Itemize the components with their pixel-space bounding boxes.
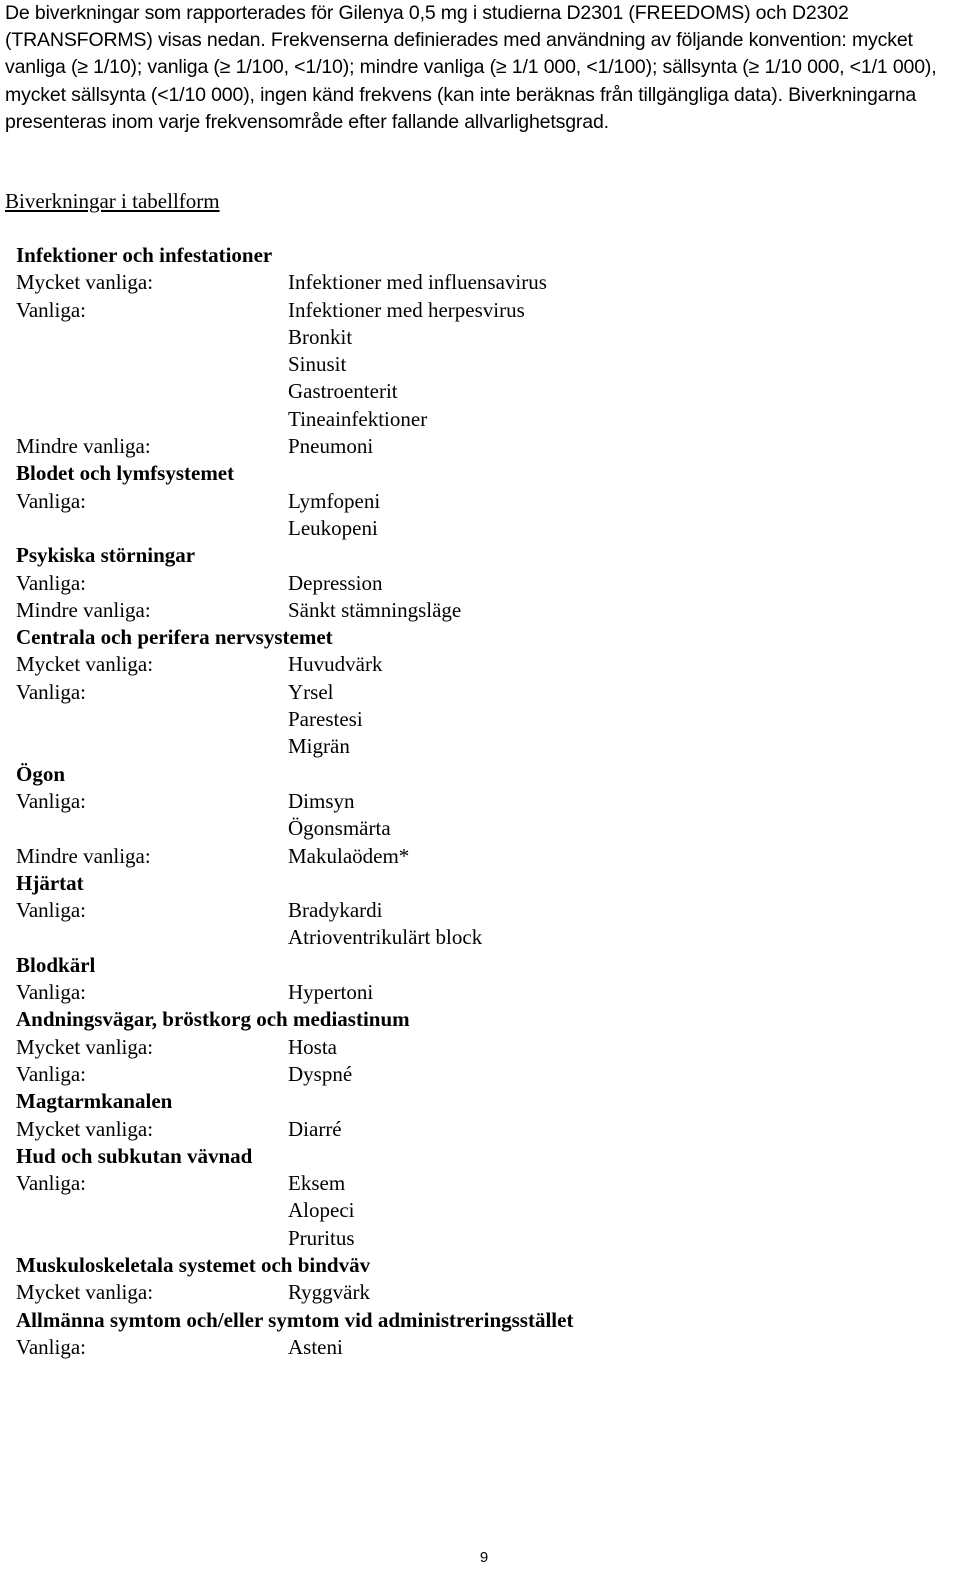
organ-class-heading: Blodet och lymfsystemet (16, 461, 235, 486)
adverse-reaction-term: Lymfopeni (288, 488, 381, 513)
adverse-reaction-term: Diarré (288, 1116, 342, 1141)
organ-class-heading: Allmänna symtom och/eller symtom vid administreringsstället (16, 1307, 574, 1332)
adverse-reaction-term: Pneumoni (288, 434, 374, 459)
organ-class-heading: Hjärtat (16, 870, 84, 895)
frequency-label: Vanliga: (16, 980, 86, 1005)
adverse-reaction-term: Bronkit (288, 324, 353, 349)
table-row (16, 1034, 916, 1061)
adverse-reaction-term: Bradykardi (288, 898, 383, 923)
table-row (16, 433, 916, 460)
adverse-reaction-term: Dyspné (288, 1061, 353, 1086)
organ-class-heading: Infektioner och infestationer (16, 243, 273, 267)
frequency-label: Mindre vanliga: (16, 597, 151, 622)
frequency-label: Mycket vanliga: (16, 1280, 154, 1305)
adverse-reaction-term: Dimsyn (288, 788, 355, 813)
table-row (16, 1116, 916, 1143)
table-row (16, 597, 916, 624)
frequency-label: Vanliga: (16, 488, 86, 513)
organ-class-heading: Psykiska störningar (16, 543, 196, 568)
table-row (16, 815, 916, 842)
table-row (16, 378, 916, 405)
table-row (16, 297, 916, 324)
table-row (16, 733, 916, 760)
organ-class-heading: Muskuloskeletala systemet och bindväv (16, 1252, 371, 1277)
table-row (16, 679, 916, 706)
adverse-reaction-term: Leukopeni (288, 515, 378, 540)
organ-class-heading: Andningsvägar, bröstkorg och mediastinum (16, 1007, 410, 1032)
table-row (16, 1225, 916, 1252)
table-row (16, 924, 916, 951)
frequency-label: Vanliga: (16, 1171, 86, 1196)
adverse-reaction-term: Migrän (288, 734, 350, 759)
adverse-reaction-term: Yrsel (288, 679, 334, 704)
adverse-reaction-term: Makulaödem* (288, 843, 410, 868)
adverse-reaction-term: Ögonsmärta (288, 816, 391, 841)
adverse-reaction-term: Eksem (288, 1171, 346, 1196)
frequency-label: Mycket vanliga: (16, 1116, 154, 1141)
table-row (16, 406, 916, 433)
table-row (16, 706, 916, 733)
adverse-reaction-term: Alopeci (288, 1198, 355, 1223)
adverse-reaction-term: Hosta (288, 1034, 337, 1059)
adverse-reaction-term: Depression (288, 570, 383, 595)
table-row (16, 651, 916, 678)
adverse-reaction-term: Asteni (288, 1334, 343, 1359)
frequency-label: Vanliga: (16, 1061, 86, 1086)
table-row (16, 1061, 916, 1088)
frequency-label: Mindre vanliga: (16, 434, 151, 459)
adverse-reaction-term: Hypertoni (288, 980, 374, 1005)
frequency-label: Vanliga: (16, 788, 86, 813)
table-row (16, 1334, 916, 1361)
frequency-label: Vanliga: (16, 570, 86, 595)
adverse-reaction-term: Huvudvärk (288, 652, 383, 677)
organ-class-heading: Hud och subkutan vävnad (16, 1143, 253, 1168)
adverse-reaction-term: Tineainfektioner (288, 406, 428, 431)
table-row (16, 1170, 916, 1197)
table-row (16, 324, 916, 351)
table-row (16, 897, 916, 924)
table-row (16, 979, 916, 1006)
organ-class-heading: Blodkärl (16, 952, 96, 977)
frequency-label: Vanliga: (16, 1334, 86, 1359)
table-row (16, 351, 916, 378)
adverse-reaction-term: Infektioner med influensavirus (288, 270, 547, 295)
table-row (16, 570, 916, 597)
adverse-reactions-table (16, 242, 916, 1361)
table-row (16, 515, 916, 542)
frequency-label: Mindre vanliga: (16, 843, 151, 868)
adverse-reaction-term: Parestesi (288, 707, 363, 732)
adverse-reaction-term: Ryggvärk (288, 1280, 370, 1305)
table-row (16, 788, 916, 815)
frequency-label: Mycket vanliga: (16, 270, 154, 295)
frequency-label: Vanliga: (16, 297, 86, 322)
adverse-reaction-term: Pruritus (288, 1225, 355, 1250)
adverse-reaction-term: Atrioventrikulärt block (288, 925, 483, 950)
table-row (16, 1197, 916, 1224)
organ-class-heading: Magtarmkanalen (16, 1089, 173, 1114)
frequency-label: Vanliga: (16, 679, 86, 704)
table-row (16, 269, 916, 296)
frequency-label: Vanliga: (16, 898, 86, 923)
adverse-reaction-term: Sinusit (288, 352, 347, 377)
section-heading-tabular-adverse-reactions: Biverkningar i tabellform (5, 189, 220, 213)
table-row (16, 1279, 916, 1306)
intro-paragraph: De biverkningar som rapporterades för Gilenya 0,5 mg i studierna D2301 (FREEDOMS) och D2302 (TRANSFORMS) visas nedan. Frekvenserna definierades med användning av följande konvention: mycket vanliga (≥ 1/10); vanliga (≥ 1/100, <1/10); mindre vanliga (≥ 1/1 000, <1/100); sällsynta (≥ 1/10 000, <1/1 000), mycket sällsynta (<1/10 000), ingen känd frekvens (kan inte beräknas från tillgängliga data). Biverkningarna presenteras inom varje frekvensområde efter fallande allvarlighetsgrad. (5, 2, 937, 133)
frequency-label: Mycket vanliga: (16, 1034, 154, 1059)
organ-class-heading: Centrala och perifera nervsystemet (16, 625, 333, 650)
adverse-reaction-term: Gastroenterit (288, 379, 398, 404)
table-row (16, 488, 916, 515)
table-row (16, 843, 916, 870)
adverse-reaction-term: Infektioner med herpesvirus (288, 297, 525, 322)
frequency-label: Mycket vanliga: (16, 652, 154, 677)
adverse-reaction-term: Sänkt stämningsläge (288, 597, 462, 622)
organ-class-heading: Ögon (16, 761, 66, 786)
page-number: 9 (479, 1549, 489, 1566)
